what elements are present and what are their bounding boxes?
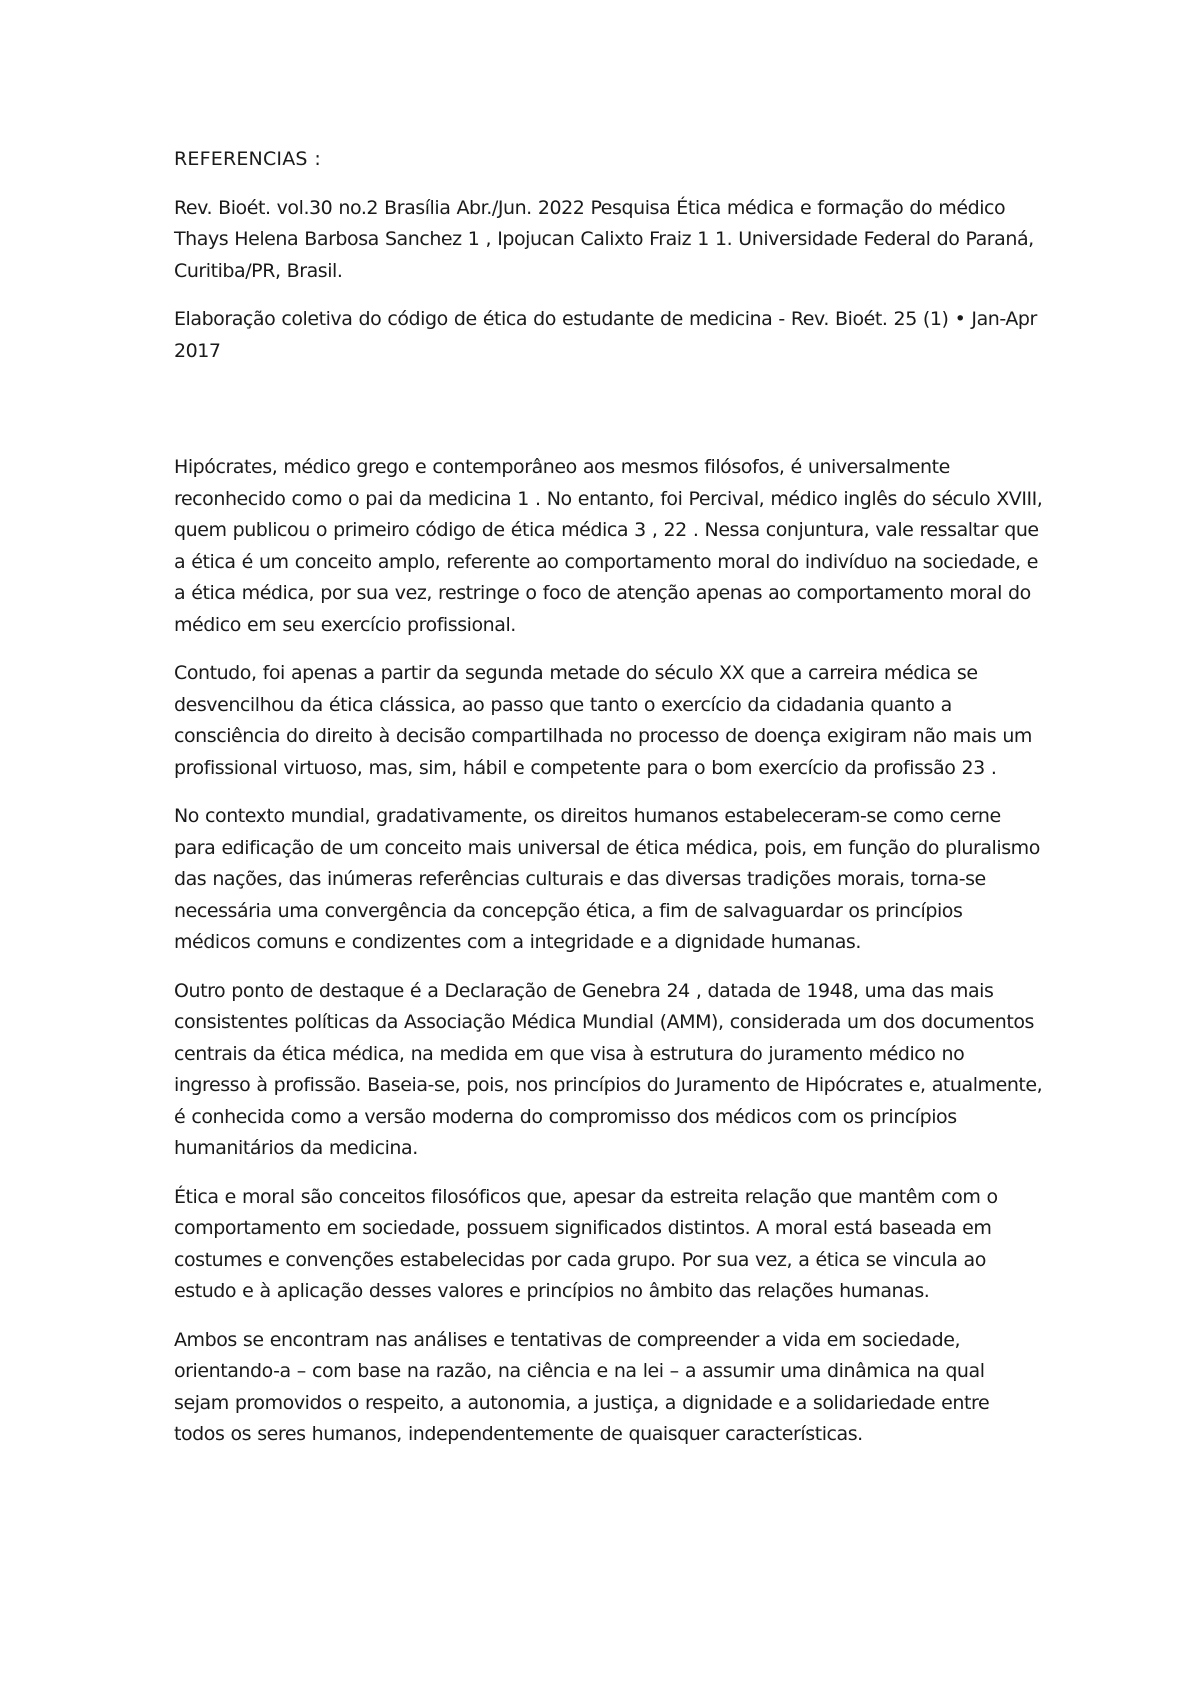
reference-item: Elaboração coletiva do código de ética do estudante de medicina - Rev. Bioét. 25 (1) • Jan-Apr 2017 [174,308,1037,362]
references-heading: REFERENCIAS : [174,148,322,170]
reference-item: Rev. Bioét. vol.30 no.2 Brasília Abr./Jun. 2022 Pesquisa Ética médica e formação do médico Thays Helena Barbosa Sanchez 1 , Ipojucan Calixto Fraiz 1 1. Universidade Federal do Paraná, Curitiba/PR, Brasil. [174,196,1034,282]
body-paragraph: Ambos se encontram nas análises e tentativas de compreender a vida em sociedade, orientando-a – com base na razão, na ciência e na lei – a assumir uma dinâmica na qual sejam promovidos o respeito, a autonomia, a justiça, a dignidade e a solidariedade entre todos os seres humanos, independentemente de quaisquer características. [174,1328,990,1445]
body-paragraph: Outro ponto de destaque é a Declaração de Genebra 24 , datada de 1948, uma das mais consistentes políticas da Associação Médica Mundial (AMM), considerada um dos documentos centrais da ética médica, na medida em que visa à estrutura do juramento médico no ingresso à profissão. Baseia-se, pois, nos princípios do Juramento de Hipócrates e, atualmente, é conhecida como a versão moderna do compromisso dos médicos com os princípios humanitários da medicina. [174,979,1043,1159]
body-paragraph: Contudo, foi apenas a partir da segunda metade do século XX que a carreira médica se desvencilhou da ética clássica, ao passo que tanto o exercício da cidadania quanto a consciência do direito à decisão compartilhada no processo de doença exigiram não mais um profissional virtuoso, mas, sim, hábil e competente para o bom exercício da profissão 23 . [174,662,1032,779]
body-paragraph: Hipócrates, médico grego e contemporâneo aos mesmos filósofos, é universalmente reconhecido como o pai da medicina 1 . No entanto, foi Percival, médico inglês do século XVIII, quem publicou o primeiro código de ética médica 3 , 22 . Nessa conjuntura, vale ressaltar que a ética é um conceito amplo, referente ao comportamento moral do indivíduo na sociedade, e a ética médica, por sua vez, restringe o foco de atenção apenas ao comportamento moral do médico em seu exercício profissional. [174,456,1043,636]
document-body [174,144,1044,1468]
body-paragraph: No contexto mundial, gradativamente, os direitos humanos estabeleceram-se como cerne para edificação de um conceito mais universal de ética médica, pois, em função do pluralismo das nações, das inúmeras referências culturais e das diversas tradições morais, torna-se necessária uma convergência da concepção ética, a fim de salvaguardar os princípios médicos comuns e condizentes com a integridade e a dignidade humanas. [174,805,1040,953]
body-paragraph: Ética e moral são conceitos filosóficos que, apesar da estreita relação que mantêm com o comportamento em sociedade, possuem significados distintos. A moral está baseada em costumes e convenções estabelecidas por cada grupo. Por sua vez, a ética se vincula ao estudo e à aplicação desses valores e princípios no âmbito das relações humanas. [174,1185,998,1302]
